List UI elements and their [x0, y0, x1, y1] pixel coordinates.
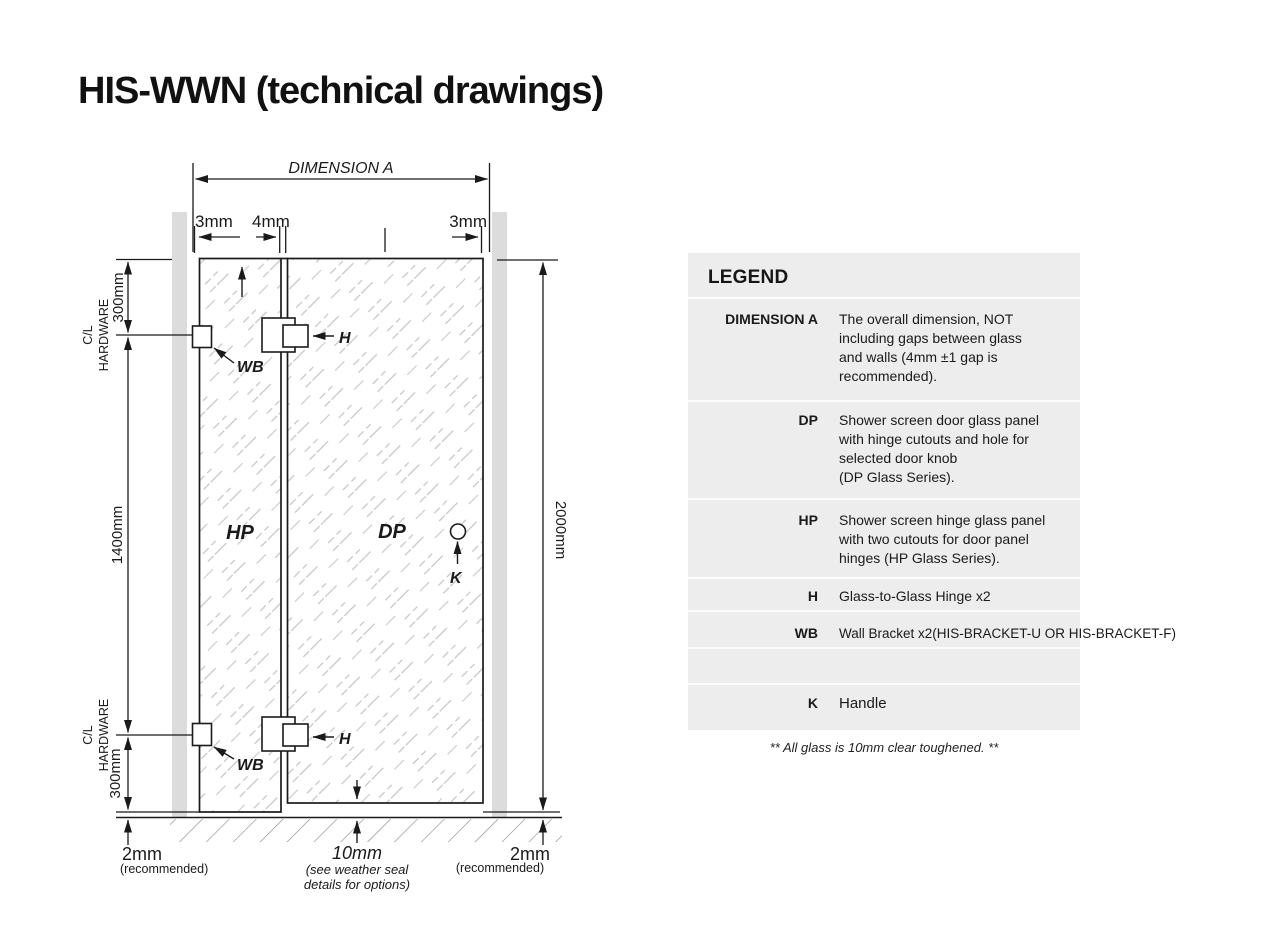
- legend-key: H: [807, 588, 818, 604]
- door-panel-label: DP: [378, 521, 406, 543]
- wall-bracket-bottom-label: WB: [237, 757, 264, 774]
- legend-description: The overall dimension, NOT including gaps between glass and walls (4mm ±1 gap is recommended).: [839, 311, 1022, 384]
- floor-gap-middle-note1: (see weather seal: [305, 862, 409, 877]
- gap-hinge-label: 4mm: [252, 212, 290, 231]
- handle-label: K: [450, 570, 462, 587]
- floor-gap-middle-note2: details for options): [303, 877, 411, 892]
- legend-description: Wall Bracket x2(HIS-BRACKET-U OR HIS-BRACKET-F): [839, 626, 1177, 641]
- legend-row-empty: [688, 647, 1080, 683]
- gap-left-label: 3mm: [195, 212, 233, 231]
- cl-hardware-top-label: [81, 299, 111, 371]
- floor-gap-right-note: (recommended): [455, 861, 545, 875]
- legend-description: Shower screen door glass panel with hinge cutouts and hole for selected door knob (DP Glass Series).: [839, 412, 1040, 485]
- offset-bottom-label: 300mm: [107, 748, 124, 799]
- dimension-a-label: DIMENSION A: [288, 160, 394, 177]
- legend-footnote: ** All glass is 10mm clear toughened. **: [769, 740, 999, 755]
- legend-row-h: [688, 577, 1080, 610]
- svg-text:C/L: C/L: [81, 725, 95, 745]
- floor-gap-right-value: 2mm: [510, 844, 550, 864]
- hinge-bottom-label: H: [339, 731, 351, 748]
- legend-description: Glass-to-Glass Hinge x2: [839, 588, 991, 604]
- wall-left: [172, 212, 187, 818]
- legend-key: HP: [798, 512, 818, 528]
- legend-key: WB: [794, 625, 818, 641]
- cl-hardware-bottom-label: [81, 699, 111, 771]
- wall-bracket-top-label: WB: [237, 359, 264, 376]
- gap-right-label: 3mm: [449, 212, 487, 231]
- top-gap-dimensions: [195, 226, 482, 253]
- legend-key: DIMENSION A: [725, 311, 818, 327]
- legend-row-dimension-a: [688, 297, 1080, 400]
- floor-gap-middle-value: 10mm: [331, 843, 383, 863]
- legend-row-dp: [688, 400, 1080, 498]
- height-label: 2000mm: [552, 500, 569, 560]
- legend-row-hp: [688, 498, 1080, 577]
- legend-row-wb: [688, 610, 1177, 647]
- svg-text:HARDWARE: HARDWARE: [97, 298, 111, 372]
- offset-top-label: 300mm: [110, 272, 127, 323]
- svg-text:HARDWARE: HARDWARE: [97, 698, 111, 772]
- legend-key: K: [807, 695, 818, 711]
- svg-text:C/L: C/L: [81, 325, 95, 345]
- floor-gap-left-value: 2mm: [122, 844, 162, 864]
- hinge-top-label: H: [339, 330, 351, 347]
- hinge-panel-label: HP: [226, 522, 254, 544]
- legend-description: Handle: [839, 695, 887, 712]
- legend-description: Shower screen hinge glass panel with two cutouts for door panel hinges (HP Glass Series).: [839, 512, 1046, 566]
- span-middle-label: 1400mm: [109, 505, 126, 565]
- floor-gap-left-note: (recommended): [120, 862, 209, 876]
- legend-key: DP: [798, 412, 818, 428]
- legend-panel: [688, 253, 1177, 730]
- wall-right: [492, 212, 507, 818]
- page-title: HIS-WWN (technical drawings): [78, 70, 604, 112]
- legend-row-k: [688, 683, 1080, 730]
- legend-title: LEGEND: [708, 267, 789, 288]
